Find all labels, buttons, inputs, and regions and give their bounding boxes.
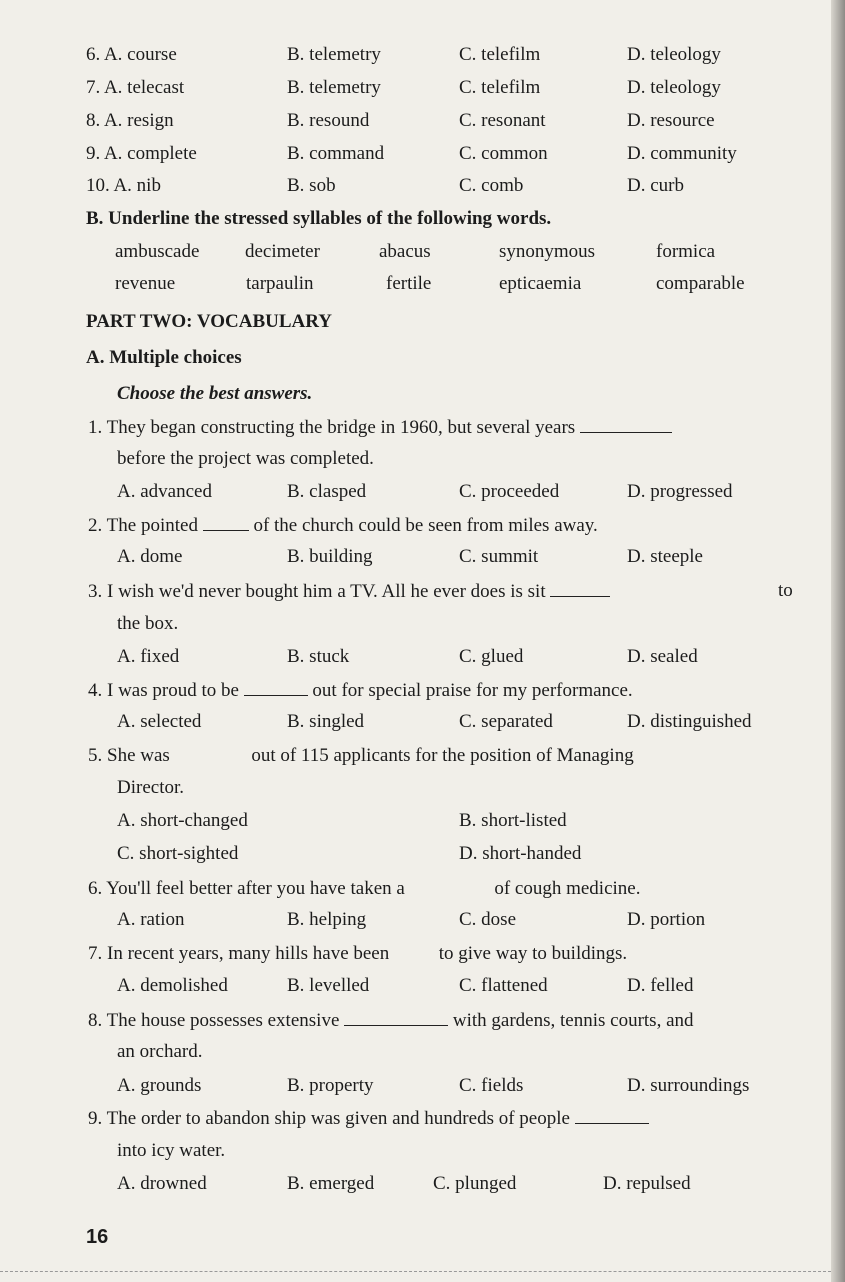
question-3-tail: to xyxy=(778,580,793,601)
option-c: C. glued xyxy=(459,646,524,667)
section-b-heading: B. Underline the stressed syllables of the following words. xyxy=(86,208,552,229)
option-b: B. short-listed xyxy=(459,810,567,831)
option-a: A. complete xyxy=(103,143,197,164)
option-b: B. building xyxy=(287,546,373,567)
answer-blank xyxy=(575,1107,649,1124)
pron-row-9 xyxy=(86,143,197,165)
option-c: C. dose xyxy=(459,909,516,930)
bottom-edge xyxy=(0,1271,831,1282)
stress-word: ambuscade xyxy=(115,241,200,262)
option-a: A. dome xyxy=(117,546,183,567)
option-a: A. short-changed xyxy=(117,810,248,831)
question-5: 5. She was out of 115 applicants for the position of Managing xyxy=(88,745,634,766)
option-b: B. telemetry xyxy=(287,44,381,65)
option-a: A. telecast xyxy=(103,77,185,98)
option-c: C. flattened xyxy=(459,975,548,996)
option-b: B. singled xyxy=(287,711,365,732)
option-b: B. stuck xyxy=(287,646,350,667)
option-c: C. telefilm xyxy=(459,44,541,65)
option-d: D. portion xyxy=(627,909,706,930)
option-d: D. short-handed xyxy=(459,843,582,864)
option-d: D. curb xyxy=(627,175,684,196)
pron-row-6 xyxy=(86,44,177,66)
stress-word: epticaemia xyxy=(499,273,582,294)
option-d: D. teleology xyxy=(627,77,721,98)
option-a: A. course xyxy=(103,44,177,65)
option-a: A. demolished xyxy=(117,975,228,996)
question-5-cont: Director. xyxy=(117,777,185,798)
option-a: A. selected xyxy=(117,711,202,732)
item-number: 6. xyxy=(86,44,101,65)
question-8: 8. The house possesses extensive with gardens, tennis courts, and xyxy=(88,1010,694,1031)
option-d: D. teleology xyxy=(627,44,721,65)
stress-word: revenue xyxy=(115,273,176,294)
option-a: A. advanced xyxy=(117,481,212,502)
question-4: 4. I was proud to be out for special praise for my performance. xyxy=(88,680,633,701)
option-c: C. plunged xyxy=(433,1173,517,1194)
option-b: B. helping xyxy=(287,909,367,930)
question-9: 9. The order to abandon ship was given and hundreds of people xyxy=(88,1107,649,1130)
option-b: B. property xyxy=(287,1075,374,1096)
page-number: 16 xyxy=(86,1226,109,1248)
pron-row-10 xyxy=(86,175,161,197)
part-two-heading: PART TWO: VOCABULARY xyxy=(86,311,333,332)
option-c: C. resonant xyxy=(459,110,546,131)
stress-word: synonymous xyxy=(499,241,596,262)
option-c: C. comb xyxy=(459,175,524,196)
option-d: D. distinguished xyxy=(627,711,752,732)
option-b: B. resound xyxy=(287,110,370,131)
page-edge-shadow xyxy=(831,0,845,1282)
answer-blank xyxy=(175,744,247,761)
question-3-cont: the box. xyxy=(117,613,179,634)
answer-blank xyxy=(550,580,610,597)
option-a: A. grounds xyxy=(117,1075,202,1096)
pron-row-7 xyxy=(86,77,184,99)
option-d: D. progressed xyxy=(627,481,733,502)
question-3: 3. I wish we'd never bought him a TV. All he ever does is sit xyxy=(88,580,610,603)
option-c: C. summit xyxy=(459,546,539,567)
question-1-cont: before the project was completed. xyxy=(117,448,374,469)
option-a: A. resign xyxy=(103,110,174,131)
pron-row-8 xyxy=(86,110,174,132)
item-number: 7. xyxy=(86,77,101,98)
answer-blank xyxy=(203,514,249,531)
option-d: D. community xyxy=(627,143,737,164)
item-number: 8. xyxy=(86,110,101,131)
answer-blank xyxy=(344,1009,448,1026)
option-d: D. resource xyxy=(627,110,715,131)
item-number: 9. xyxy=(86,143,101,164)
instruction: Choose the best answers. xyxy=(117,383,313,404)
option-b: B. levelled xyxy=(287,975,370,996)
stress-word: formica xyxy=(656,241,716,262)
option-c: C. fields xyxy=(459,1075,524,1096)
answer-blank xyxy=(410,877,490,894)
question-8-cont: an orchard. xyxy=(117,1041,203,1062)
question-9-cont: into icy water. xyxy=(117,1140,226,1161)
option-b: B. emerged xyxy=(287,1173,375,1194)
option-d: D. steeple xyxy=(627,546,703,567)
stress-word: tarpaulin xyxy=(246,273,314,294)
option-d: D. felled xyxy=(627,975,694,996)
option-a: A. ration xyxy=(117,909,185,930)
option-b: B. command xyxy=(287,143,385,164)
option-a: A. nib xyxy=(113,175,161,196)
option-a: A. drowned xyxy=(117,1173,207,1194)
item-number: 10. xyxy=(86,175,110,196)
answer-blank xyxy=(394,942,434,959)
option-d: D. repulsed xyxy=(603,1173,691,1194)
option-d: D. surroundings xyxy=(627,1075,750,1096)
stress-word: decimeter xyxy=(245,241,320,262)
option-d: D. sealed xyxy=(627,646,698,667)
option-c: C. short-sighted xyxy=(117,843,239,864)
question-2: 2. The pointed of the church could be seen from miles away. xyxy=(88,515,598,536)
option-a: A. fixed xyxy=(117,646,180,667)
option-b: B. sob xyxy=(287,175,336,196)
answer-blank xyxy=(580,416,672,433)
option-b: B. telemetry xyxy=(287,77,381,98)
option-c: C. telefilm xyxy=(459,77,541,98)
option-c: C. proceeded xyxy=(459,481,560,502)
question-1: 1. They began constructing the bridge in 1960, but several years xyxy=(88,416,672,439)
stress-word: fertile xyxy=(386,273,432,294)
answer-blank xyxy=(244,679,308,696)
option-b: B. clasped xyxy=(287,481,367,502)
stress-word: abacus xyxy=(379,241,431,262)
question-7: 7. In recent years, many hills have been to give way to buildings. xyxy=(88,943,628,964)
option-c: C. separated xyxy=(459,711,553,732)
stress-word: comparable xyxy=(656,273,745,294)
option-c: C. common xyxy=(459,143,548,164)
question-6: 6. You'll feel better after you have taken a of cough medicine. xyxy=(88,878,641,899)
section-a-heading: A. Multiple choices xyxy=(86,347,242,368)
